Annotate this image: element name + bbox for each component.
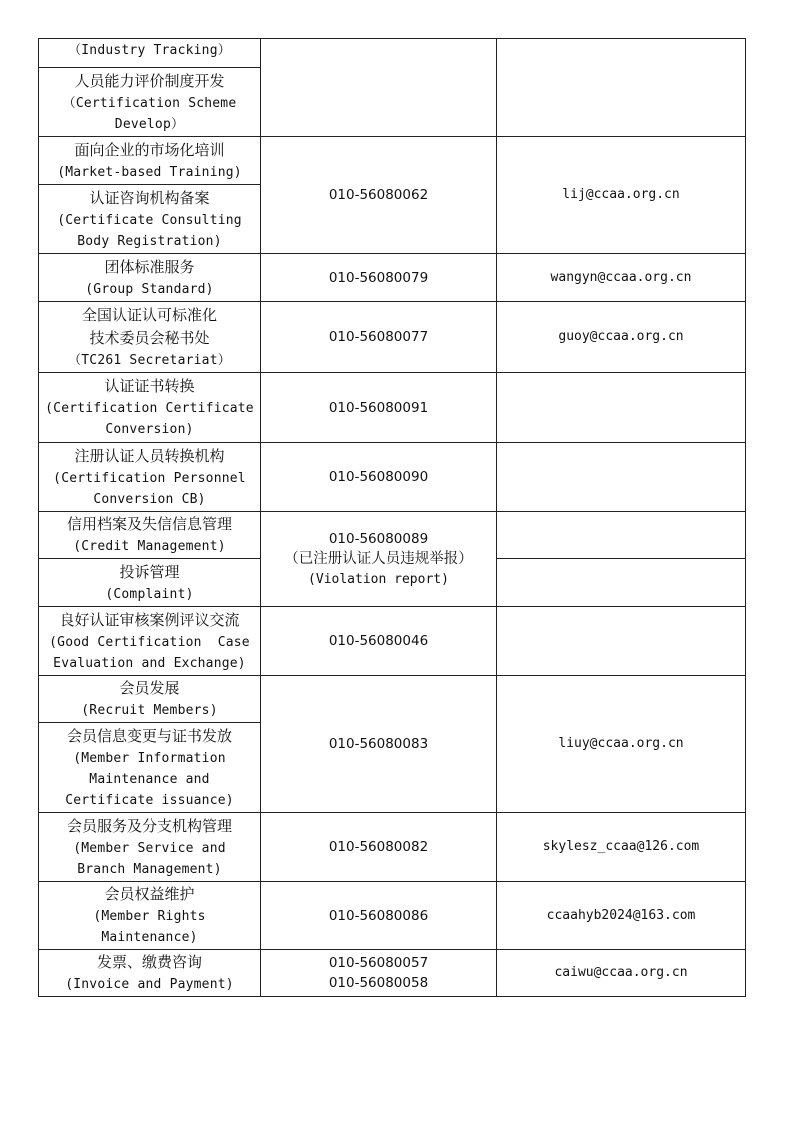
table-row [39,302,746,373]
service-en: (Market-based Training) [57,164,242,180]
email-address[interactable]: wangyn@ccaa.org.cn [550,269,692,285]
phone-number: 010-56080077 [328,329,429,345]
phone-number: 010-56080057 [328,955,429,971]
table-row [39,607,746,676]
service-en: (Recruit Members) [81,703,218,718]
phone-number: 010-56080082 [328,839,429,855]
service-cn: 人员能力评价制度开发 [74,71,225,90]
service-cn: 会员服务及分支机构管理 [66,816,232,835]
service-en: （Industry Tracking） [68,43,231,58]
phone-cell [261,302,497,373]
service-cn: 会员信息变更与证书发放 [66,726,232,745]
service-cell [39,607,261,676]
phone-number: 010-56080079 [328,269,429,286]
phone-number: 010-56080058 [328,975,429,991]
phone-cell [261,512,497,607]
service-cn: 注册认证人员转换机构 [74,446,225,465]
phone-number: 010-56080086 [328,907,429,924]
email-cell [497,373,746,443]
email-address[interactable]: lij@ccaa.org.cn [562,187,680,202]
service-en: Maintenance and [89,771,210,787]
service-cn: 会员发展 [119,679,180,697]
email-address[interactable]: liuy@ccaa.org.cn [558,736,684,751]
table-row [39,882,746,950]
phone-cell [261,607,497,676]
email-cell [497,254,746,302]
service-cell [39,443,261,512]
email-cell [497,882,746,950]
service-cell [39,302,261,373]
phone-number: 010-56080062 [328,187,429,203]
phone-cell [261,373,497,443]
service-en: （Certification Scheme [62,95,237,111]
email-cell [497,39,746,137]
table-row [39,137,746,185]
phone-cell [261,39,497,137]
table-row [39,813,746,882]
service-en: Evaluation and Exchange) [53,655,246,671]
service-cn: 团体标准服务 [104,257,195,276]
service-cell [39,723,261,813]
table-row [39,254,746,302]
service-en: Conversion CB) [93,491,206,507]
service-cell [39,813,261,882]
email-address[interactable]: guoy@ccaa.org.cn [558,329,684,344]
service-en: Maintenance) [101,930,198,945]
service-cell [39,185,261,254]
phone-number: 010-56080083 [328,736,429,752]
email-address[interactable]: ccaahyb2024@163.com [546,907,696,923]
phone-cell [261,443,497,512]
phone-cell [261,254,497,302]
service-cell [39,373,261,443]
service-cell [39,950,261,997]
service-en: (Member Information [73,750,226,766]
service-cell [39,254,261,302]
email-cell [497,302,746,373]
service-cell [39,559,261,607]
service-cell [39,39,261,68]
service-en: (Certification Certificate [45,401,254,416]
email-address[interactable]: skylesz_ccaa@126.com [542,839,700,854]
email-cell [497,512,746,559]
service-cn: 认证证书转换 [104,377,195,395]
service-cn: 全国认证认可标准化 [81,305,217,324]
service-cell [39,68,261,137]
violation-note-cn: （已注册认证人员违规举报） [284,550,473,567]
service-cn: 面向企业的市场化培训 [74,140,225,159]
service-en: Develop） [114,116,185,132]
table-row [39,950,746,997]
email-cell [497,813,746,882]
service-en: (Certificate Consulting [57,212,242,228]
email-cell [497,443,746,512]
service-cn: 发票、缴费咨询 [96,953,202,971]
table-row [39,676,746,723]
service-cn: 信用档案及失信信息管理 [66,515,232,533]
phone-cell [261,137,497,254]
email-cell [497,607,746,676]
service-cell [39,137,261,185]
service-en: (Member Service and [73,840,226,856]
service-en: (Complaint) [105,586,194,602]
phone-number: 010-56080089 [328,530,429,547]
service-cell [39,512,261,559]
phone-number: 010-56080090 [328,469,429,485]
service-en: (Certification Personnel [53,470,246,486]
table-row [39,373,746,443]
violation-note-en: (Violation report) [308,571,449,587]
email-cell [497,950,746,997]
table-row [39,443,746,512]
service-en: Branch Management) [77,861,222,877]
phone-cell [261,676,497,813]
service-en: (Member Rights [93,909,206,924]
phone-cell [261,882,497,950]
phone-number: 010-56080046 [328,633,429,649]
service-cn: 技术委员会秘书处 [89,328,210,347]
table-row [39,39,746,68]
service-en: (Group Standard) [85,281,214,297]
service-cell [39,676,261,723]
service-en: (Invoice and Payment) [65,977,234,992]
service-cn: 会员权益维护 [104,885,195,903]
email-cell [497,137,746,254]
service-cell [39,882,261,950]
service-en: Conversion) [105,422,194,437]
service-en: （TC261 Secretariat） [68,352,231,368]
email-cell [497,559,746,607]
contact-table [38,38,746,997]
email-address[interactable]: caiwu@ccaa.org.cn [554,965,688,980]
service-en: Body Registration) [77,233,222,249]
service-en: (Good Certification Case [49,634,250,650]
table-row [39,512,746,559]
phone-cell [261,813,497,882]
email-cell [497,676,746,813]
service-cn: 认证咨询机构备案 [89,188,210,207]
phone-cell [261,950,497,997]
service-cn: 良好认证审核案例评议交流 [59,610,240,629]
phone-number: 010-56080091 [328,399,429,416]
service-en: Certificate issuance) [65,792,234,808]
service-en: (Credit Management) [73,539,226,554]
service-cn: 投诉管理 [119,562,180,581]
